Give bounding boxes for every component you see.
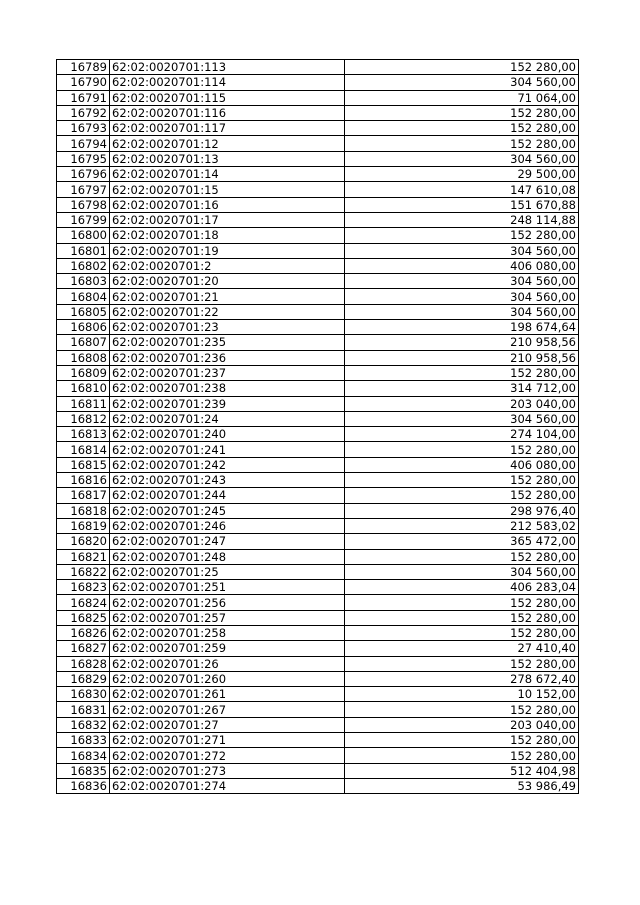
cadastral-value-cell: 152 280,00	[345, 549, 579, 564]
cadastral-value-cell: 152 280,00	[345, 595, 579, 610]
cadastral-value-cell: 304 560,00	[345, 411, 579, 426]
cadastral-value-cell: 304 560,00	[345, 151, 579, 166]
table-row	[57, 656, 579, 671]
cadastral-value-cell: 53 986,49	[345, 778, 579, 793]
table-row	[57, 549, 579, 564]
table-row	[57, 687, 579, 702]
table-row	[57, 442, 579, 457]
cadastral-value-cell: 152 280,00	[345, 748, 579, 763]
table-row	[57, 564, 579, 579]
cadastral-value-cell: 152 280,00	[345, 733, 579, 748]
table-row	[57, 778, 579, 793]
cadastral-value-cell: 278 672,40	[345, 671, 579, 686]
table-row	[57, 136, 579, 151]
table-row	[57, 473, 579, 488]
cadastral-number-cell: 62:02:0020701:247	[110, 534, 345, 549]
cadastral-number-cell: 62:02:0020701:2	[110, 258, 345, 273]
row-number-cell: 16832	[57, 717, 110, 732]
cadastral-value-cell: 512 404,98	[345, 763, 579, 778]
table-row	[57, 733, 579, 748]
table-row	[57, 625, 579, 640]
cadastral-value-cell: 198 674,64	[345, 320, 579, 335]
cadastral-value-cell: 10 152,00	[345, 687, 579, 702]
cadastral-number-cell: 62:02:0020701:258	[110, 625, 345, 640]
table-row	[57, 457, 579, 472]
cadastral-number-cell: 62:02:0020701:244	[110, 488, 345, 503]
row-number-cell: 16802	[57, 258, 110, 273]
table-row	[57, 75, 579, 90]
cadastral-number-cell: 62:02:0020701:12	[110, 136, 345, 151]
row-number-cell: 16807	[57, 335, 110, 350]
table-row	[57, 350, 579, 365]
table-row	[57, 595, 579, 610]
cadastral-number-cell: 62:02:0020701:113	[110, 60, 345, 75]
cadastral-number-cell: 62:02:0020701:256	[110, 595, 345, 610]
cadastral-value-cell: 203 040,00	[345, 717, 579, 732]
cadastral-value-cell: 152 280,00	[345, 610, 579, 625]
row-number-cell: 16834	[57, 748, 110, 763]
row-number-cell: 16825	[57, 610, 110, 625]
cadastral-value-cell: 203 040,00	[345, 396, 579, 411]
table-row	[57, 702, 579, 717]
row-number-cell: 16804	[57, 289, 110, 304]
cadastral-number-cell: 62:02:0020701:238	[110, 381, 345, 396]
cadastral-number-cell: 62:02:0020701:246	[110, 518, 345, 533]
row-number-cell: 16816	[57, 473, 110, 488]
table-row	[57, 748, 579, 763]
cadastral-number-cell: 62:02:0020701:20	[110, 274, 345, 289]
cadastral-value-table	[56, 59, 579, 794]
cadastral-value-cell: 406 080,00	[345, 457, 579, 472]
cadastral-number-cell: 62:02:0020701:24	[110, 411, 345, 426]
table-body	[57, 60, 579, 794]
cadastral-value-cell: 304 560,00	[345, 564, 579, 579]
cadastral-value-cell: 365 472,00	[345, 534, 579, 549]
table-row	[57, 641, 579, 656]
cadastral-number-cell: 62:02:0020701:22	[110, 304, 345, 319]
row-number-cell: 16798	[57, 197, 110, 212]
row-number-cell: 16812	[57, 411, 110, 426]
cadastral-number-cell: 62:02:0020701:25	[110, 564, 345, 579]
table-row	[57, 258, 579, 273]
cadastral-number-cell: 62:02:0020701:14	[110, 167, 345, 182]
row-number-cell: 16817	[57, 488, 110, 503]
row-number-cell: 16835	[57, 763, 110, 778]
cadastral-number-cell: 62:02:0020701:115	[110, 90, 345, 105]
table-row	[57, 411, 579, 426]
cadastral-number-cell: 62:02:0020701:17	[110, 212, 345, 227]
cadastral-value-cell: 71 064,00	[345, 90, 579, 105]
row-number-cell: 16831	[57, 702, 110, 717]
table-row	[57, 427, 579, 442]
row-number-cell: 16800	[57, 228, 110, 243]
cadastral-number-cell: 62:02:0020701:272	[110, 748, 345, 763]
cadastral-number-cell: 62:02:0020701:21	[110, 289, 345, 304]
row-number-cell: 16806	[57, 320, 110, 335]
row-number-cell: 16791	[57, 90, 110, 105]
cadastral-number-cell: 62:02:0020701:116	[110, 105, 345, 120]
cadastral-value-cell: 27 410,40	[345, 641, 579, 656]
cadastral-value-cell: 406 283,04	[345, 580, 579, 595]
cadastral-number-cell: 62:02:0020701:241	[110, 442, 345, 457]
table-row	[57, 228, 579, 243]
row-number-cell: 16822	[57, 564, 110, 579]
cadastral-value-cell: 304 560,00	[345, 75, 579, 90]
cadastral-value-cell: 152 280,00	[345, 625, 579, 640]
cadastral-number-cell: 62:02:0020701:114	[110, 75, 345, 90]
cadastral-value-cell: 274 104,00	[345, 427, 579, 442]
cadastral-number-cell: 62:02:0020701:273	[110, 763, 345, 778]
cadastral-value-cell: 152 280,00	[345, 656, 579, 671]
row-number-cell: 16823	[57, 580, 110, 595]
row-number-cell: 16794	[57, 136, 110, 151]
cadastral-value-cell: 152 280,00	[345, 105, 579, 120]
row-number-cell: 16830	[57, 687, 110, 702]
row-number-cell: 16820	[57, 534, 110, 549]
cadastral-value-cell: 406 080,00	[345, 258, 579, 273]
cadastral-value-cell: 314 712,00	[345, 381, 579, 396]
row-number-cell: 16795	[57, 151, 110, 166]
row-number-cell: 16824	[57, 595, 110, 610]
table-row	[57, 320, 579, 335]
cadastral-value-cell: 147 610,08	[345, 182, 579, 197]
cadastral-number-cell: 62:02:0020701:13	[110, 151, 345, 166]
row-number-cell: 16793	[57, 121, 110, 136]
row-number-cell: 16819	[57, 518, 110, 533]
cadastral-value-cell: 152 280,00	[345, 488, 579, 503]
table-row	[57, 212, 579, 227]
table-row	[57, 488, 579, 503]
cadastral-value-cell: 152 280,00	[345, 121, 579, 136]
table-row	[57, 610, 579, 625]
row-number-cell: 16836	[57, 778, 110, 793]
row-number-cell: 16827	[57, 641, 110, 656]
cadastral-number-cell: 62:02:0020701:27	[110, 717, 345, 732]
cadastral-number-cell: 62:02:0020701:26	[110, 656, 345, 671]
table-row	[57, 534, 579, 549]
table-row	[57, 105, 579, 120]
cadastral-value-cell: 304 560,00	[345, 289, 579, 304]
table-row	[57, 243, 579, 258]
table-row	[57, 396, 579, 411]
row-number-cell: 16789	[57, 60, 110, 75]
row-number-cell: 16813	[57, 427, 110, 442]
table-row	[57, 167, 579, 182]
table-row	[57, 335, 579, 350]
row-number-cell: 16814	[57, 442, 110, 457]
cadastral-number-cell: 62:02:0020701:16	[110, 197, 345, 212]
table-row	[57, 289, 579, 304]
cadastral-number-cell: 62:02:0020701:117	[110, 121, 345, 136]
row-number-cell: 16790	[57, 75, 110, 90]
row-number-cell: 16799	[57, 212, 110, 227]
cadastral-number-cell: 62:02:0020701:257	[110, 610, 345, 625]
table-row	[57, 151, 579, 166]
table-row	[57, 580, 579, 595]
row-number-cell: 16810	[57, 381, 110, 396]
cadastral-value-cell: 248 114,88	[345, 212, 579, 227]
row-number-cell: 16826	[57, 625, 110, 640]
cadastral-number-cell: 62:02:0020701:259	[110, 641, 345, 656]
row-number-cell: 16815	[57, 457, 110, 472]
cadastral-value-cell: 152 280,00	[345, 702, 579, 717]
row-number-cell: 16811	[57, 396, 110, 411]
cadastral-number-cell: 62:02:0020701:235	[110, 335, 345, 350]
cadastral-number-cell: 62:02:0020701:251	[110, 580, 345, 595]
cadastral-number-cell: 62:02:0020701:239	[110, 396, 345, 411]
table-row	[57, 90, 579, 105]
row-number-cell: 16833	[57, 733, 110, 748]
cadastral-value-cell: 152 280,00	[345, 442, 579, 457]
table-row	[57, 763, 579, 778]
table-row	[57, 304, 579, 319]
cadastral-number-cell: 62:02:0020701:245	[110, 503, 345, 518]
row-number-cell: 16818	[57, 503, 110, 518]
cadastral-value-cell: 152 280,00	[345, 473, 579, 488]
cadastral-number-cell: 62:02:0020701:260	[110, 671, 345, 686]
row-number-cell: 16797	[57, 182, 110, 197]
table-row	[57, 365, 579, 380]
cadastral-number-cell: 62:02:0020701:242	[110, 457, 345, 472]
cadastral-value-cell: 304 560,00	[345, 243, 579, 258]
cadastral-value-cell: 212 583,02	[345, 518, 579, 533]
cadastral-number-cell: 62:02:0020701:274	[110, 778, 345, 793]
row-number-cell: 16808	[57, 350, 110, 365]
table-row	[57, 60, 579, 75]
table-row	[57, 518, 579, 533]
cadastral-number-cell: 62:02:0020701:23	[110, 320, 345, 335]
row-number-cell: 16801	[57, 243, 110, 258]
cadastral-number-cell: 62:02:0020701:267	[110, 702, 345, 717]
cadastral-value-cell: 152 280,00	[345, 228, 579, 243]
cadastral-value-cell: 152 280,00	[345, 365, 579, 380]
cadastral-number-cell: 62:02:0020701:261	[110, 687, 345, 702]
cadastral-number-cell: 62:02:0020701:248	[110, 549, 345, 564]
table-row	[57, 121, 579, 136]
cadastral-value-cell: 298 976,40	[345, 503, 579, 518]
table-row	[57, 182, 579, 197]
cadastral-number-cell: 62:02:0020701:15	[110, 182, 345, 197]
table-row	[57, 197, 579, 212]
table-row	[57, 381, 579, 396]
cadastral-value-cell: 152 280,00	[345, 136, 579, 151]
cadastral-value-cell: 304 560,00	[345, 304, 579, 319]
cadastral-value-cell: 304 560,00	[345, 274, 579, 289]
row-number-cell: 16828	[57, 656, 110, 671]
cadastral-number-cell: 62:02:0020701:236	[110, 350, 345, 365]
cadastral-number-cell: 62:02:0020701:271	[110, 733, 345, 748]
cadastral-number-cell: 62:02:0020701:19	[110, 243, 345, 258]
cadastral-value-cell: 152 280,00	[345, 60, 579, 75]
row-number-cell: 16805	[57, 304, 110, 319]
table-row	[57, 717, 579, 732]
row-number-cell: 16821	[57, 549, 110, 564]
cadastral-value-cell: 29 500,00	[345, 167, 579, 182]
table-row	[57, 503, 579, 518]
cadastral-number-cell: 62:02:0020701:237	[110, 365, 345, 380]
row-number-cell: 16796	[57, 167, 110, 182]
cadastral-number-cell: 62:02:0020701:243	[110, 473, 345, 488]
cadastral-value-cell: 151 670,88	[345, 197, 579, 212]
table-row	[57, 274, 579, 289]
row-number-cell: 16792	[57, 105, 110, 120]
cadastral-value-cell: 210 958,56	[345, 335, 579, 350]
row-number-cell: 16809	[57, 365, 110, 380]
row-number-cell: 16829	[57, 671, 110, 686]
cadastral-value-cell: 210 958,56	[345, 350, 579, 365]
row-number-cell: 16803	[57, 274, 110, 289]
cadastral-number-cell: 62:02:0020701:240	[110, 427, 345, 442]
cadastral-number-cell: 62:02:0020701:18	[110, 228, 345, 243]
table-row	[57, 671, 579, 686]
